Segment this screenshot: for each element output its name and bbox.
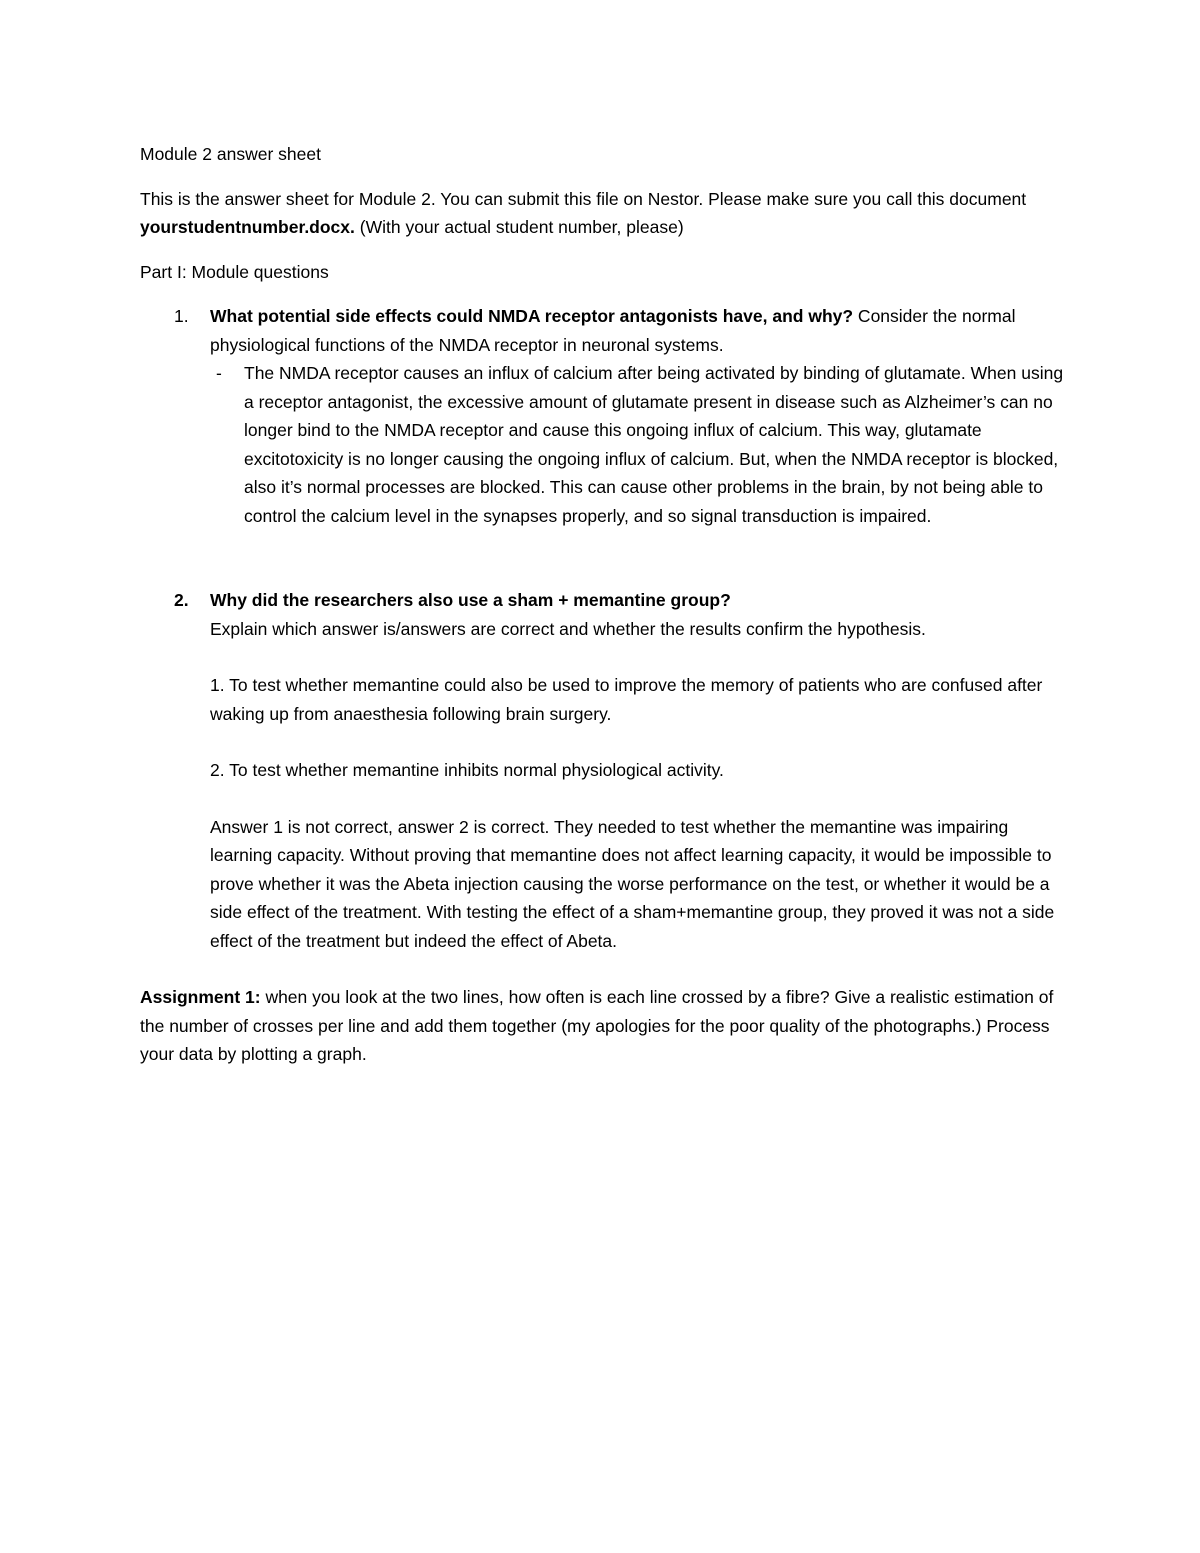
answer-text: Answer 1 is not correct, answer 2 is correct. They needed to test whether the memantine was impairing learning capacity. Without proving that memantine does not affect learning capacity, it would be impossible to prove whether it was the Abeta injection causing the worse performance on the test, or whether it would be a side effect of the treatment. With testing the effect of a sham+memantine group, they proved it was not a side effect of the treatment but indeed the effect of Abeta. (210, 816, 1055, 951)
document-body (140, 140, 1070, 1069)
intro-text-before: This is the answer sheet for Module 2. You can submit this file on Nestor. Please make sure you call this document (140, 188, 1027, 209)
question-bold: Why did the researchers also use a sham + memantine group? (210, 590, 731, 610)
question-instruction: Explain which answer is/answers are correct and whether the results confirm the hypothesis. (210, 618, 926, 639)
part-heading: Part I: Module questions (140, 261, 329, 282)
answer-option-1: 1. To test whether memantine could also be used to improve the memory of patients who are confused after waking up from anaesthesia following brain surgery. (210, 675, 1043, 724)
intro-filename: yourstudentnumber.docx. (140, 217, 355, 237)
intro-paragraph (140, 185, 1070, 242)
question-item-2 (140, 586, 1070, 955)
question-item-1 (140, 302, 1070, 530)
answer-text: The NMDA receptor causes an influx of calcium after being activated by binding of glutamate. When using a receptor antagonist, the excessive amount of glutamate present in disease such as Alzheimer’s can no longer bind to the NMDA receptor and cause this ongoing influx of calcium. This way, glutamate excitotoxicity is no longer causing the ongoing influx of calcium. But, when the NMDA receptor is blocked, also it’s normal processes are blocked. This can cause other problems in the brain, by not being able to control the calcium level in the synapses properly, and so signal transduction is impaired. (244, 363, 1064, 526)
question-text (210, 302, 1070, 359)
intro-text-after: (With your actual student number, please) (354, 217, 684, 237)
question-bold: What potential side effects could NMDA receptor antagonists have, and why? (210, 306, 854, 326)
assignment-label: Assignment 1: (140, 987, 261, 1007)
answer-item (210, 359, 1070, 530)
question-text (210, 586, 1070, 615)
assignment-paragraph (140, 983, 1070, 1069)
assignment-text: when you look at the two lines, how often is each line crossed by a fibre? Give a realistic estimation of the number of crosses per line and add them together (my apologies for the poor quality of the photographs.) Process your data by plotting a graph. (140, 987, 1054, 1064)
answer-dash: - (216, 363, 222, 383)
question-rest: Consider the normal physiological functions of the NMDA receptor in neuronal systems. (210, 306, 1016, 355)
question-list (140, 302, 1070, 955)
answer-option-2: 2. To test whether memantine inhibits normal physiological activity. (210, 760, 724, 780)
document-title: Module 2 answer sheet (140, 144, 321, 164)
question-number: 1. (174, 306, 189, 326)
question-number: 2. (174, 590, 189, 610)
